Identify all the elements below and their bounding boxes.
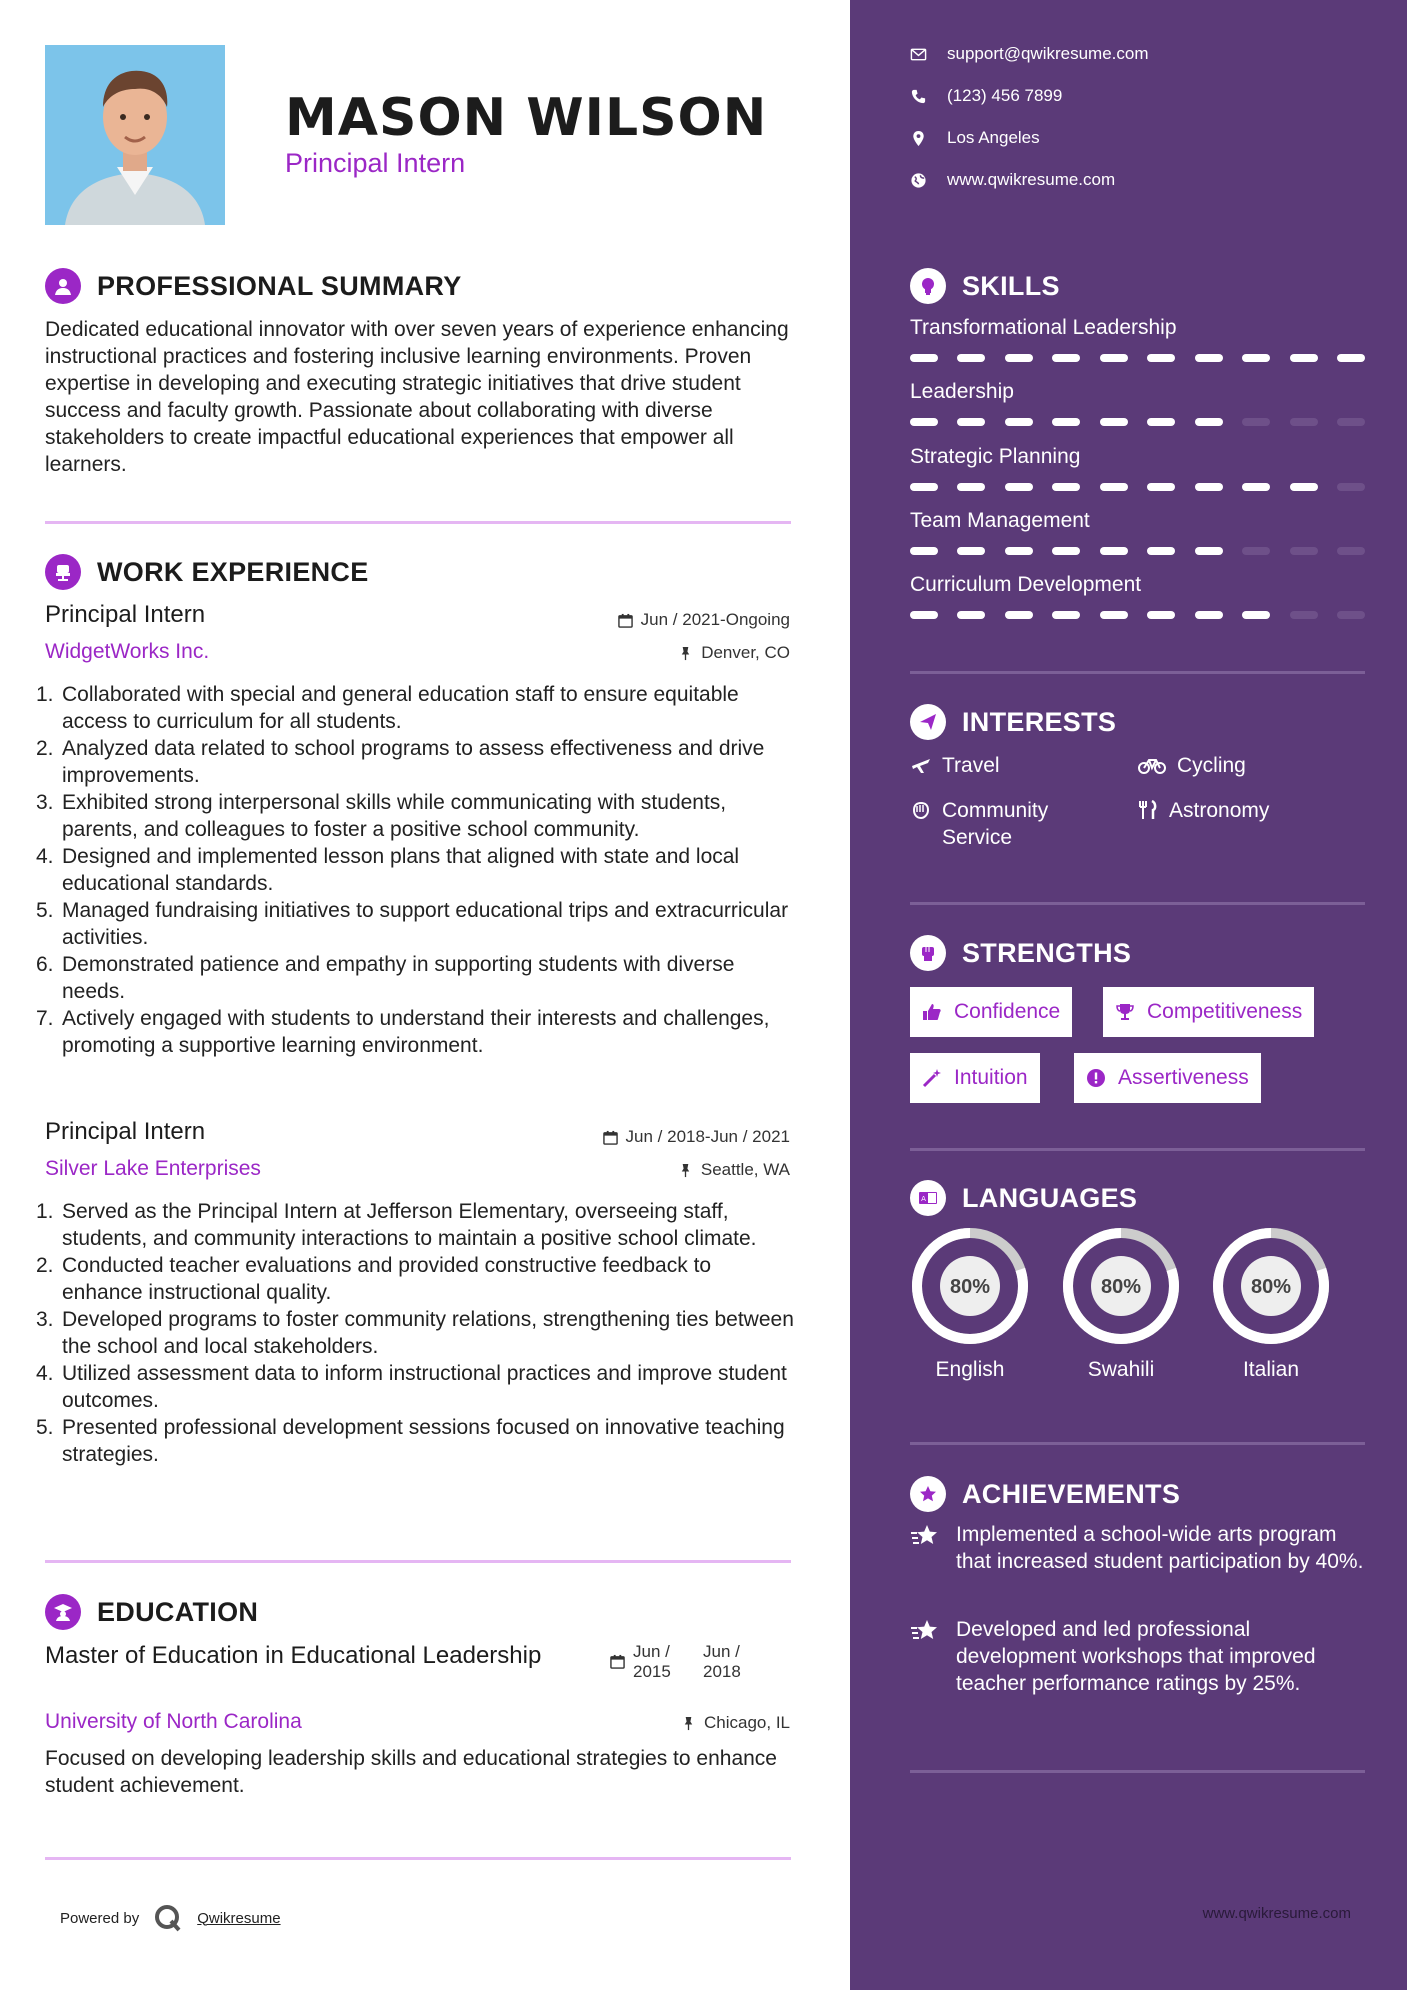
- languages-heading: [910, 1178, 1137, 1218]
- envelope-icon: [910, 46, 927, 63]
- pin-icon: [678, 646, 693, 661]
- skill-segment: [1005, 418, 1033, 426]
- list-item: 4. Utilized assessment data to inform instructional practices and improve student outcomes.: [36, 1362, 787, 1412]
- skill-name: Leadership: [910, 380, 1014, 403]
- job-company: Silver Lake Enterprises: [45, 1157, 261, 1180]
- powered-by: [60, 1903, 281, 1933]
- education-end: Jun / 2018: [703, 1642, 741, 1681]
- skill-segment: [1195, 483, 1223, 491]
- strength-badge: Competitiveness: [1103, 987, 1314, 1037]
- interest-item: Travel: [910, 752, 1000, 779]
- list-item: 5. Managed fundraising initiatives to support educational trips and extracurricular activities.: [36, 899, 789, 949]
- interests-title: INTERESTS: [962, 706, 1117, 737]
- education-heading: [45, 1592, 258, 1632]
- language-gauge: [910, 1226, 1030, 1382]
- job-dates-text: Jun / 2018-Jun / 2021: [625, 1127, 790, 1146]
- job-location: [678, 1160, 790, 1180]
- job-location: [678, 643, 790, 663]
- skill-segment: [1052, 547, 1080, 555]
- language-gauge: [1211, 1226, 1331, 1382]
- interests-heading: [910, 702, 1116, 742]
- skill-level-bar: [910, 547, 1365, 555]
- skill-segment: [1337, 354, 1365, 362]
- skill-segment: [1337, 483, 1365, 491]
- skill-segment: [1005, 483, 1033, 491]
- skill-segment: [1147, 354, 1175, 362]
- sidebar-divider: [910, 671, 1365, 674]
- skill-segment: [1290, 418, 1318, 426]
- skill-segment: [1100, 354, 1128, 362]
- skill-segment: [1052, 483, 1080, 491]
- phone-icon: [910, 88, 927, 105]
- interest-item: Community Service: [910, 797, 1090, 851]
- contact-website[interactable]: [910, 170, 1115, 190]
- skill-segment: [957, 547, 985, 555]
- job-title: Principal Intern: [45, 1118, 206, 1145]
- summary-title: PROFESSIONAL SUMMARY: [97, 270, 462, 301]
- skill-segment: [1195, 611, 1223, 619]
- language-name: Swahili: [1087, 1358, 1155, 1381]
- user-icon: [45, 268, 81, 304]
- footer-url[interactable]: www.qwikresume.com: [1202, 1905, 1351, 1922]
- job-dates: [603, 1127, 790, 1147]
- job-dates: [618, 610, 790, 630]
- trophy-icon: [1115, 1002, 1135, 1022]
- skill-segment: [957, 483, 985, 491]
- section-divider: [45, 521, 791, 524]
- skill-name: Curriculum Development: [910, 573, 1142, 596]
- qwikresume-logo-icon: [153, 1903, 183, 1933]
- job-dates-text: Jun / 2021-Ongoing: [640, 610, 790, 629]
- language-icon: [910, 1180, 946, 1216]
- skill-segment: [910, 354, 938, 362]
- list-item: 1. Served as the Principal Intern at Jefferson Elementary, overseeing staff, students, and community interactions to maintain a positive school climate.: [36, 1200, 757, 1250]
- list-item: 3. Developed programs to foster community relations, strengthening ties between the school and local stakeholders.: [36, 1308, 794, 1358]
- thumbs-up-icon: [922, 1002, 942, 1022]
- strength-badge: Assertiveness: [1074, 1053, 1261, 1103]
- contact-email-text: support@qwikresume.com: [947, 44, 1149, 63]
- skill-segment: [910, 611, 938, 619]
- hand-icon: [910, 800, 932, 820]
- skill-name: Team Management: [910, 509, 1090, 532]
- skill-segment: [1052, 354, 1080, 362]
- contact-phone-text: (123) 456 7899: [947, 86, 1063, 105]
- sidebar: [850, 0, 1407, 1990]
- list-item: 6. Demonstrated patience and empathy in supporting students with diverse needs.: [36, 953, 735, 1003]
- achievements-heading: [910, 1474, 1180, 1514]
- fist-icon: [910, 935, 946, 971]
- education-start: Jun / 2015: [633, 1642, 671, 1681]
- skill-segment: [1005, 354, 1033, 362]
- skill-segment: [1290, 547, 1318, 555]
- pin-icon: [681, 1716, 696, 1731]
- list-item: 7. Actively engaged with students to understand their interests and challenges, promoting a supportive learning environment.: [36, 1007, 770, 1057]
- svg-text:A: A: [921, 1195, 926, 1203]
- skill-segment: [1337, 547, 1365, 555]
- experience-title: WORK EXPERIENCE: [97, 556, 369, 587]
- interest-item: Cycling: [1137, 752, 1246, 779]
- profile-photo: [45, 45, 225, 225]
- skills-heading: [910, 266, 1060, 306]
- skill-segment: [1242, 611, 1270, 619]
- skill-segment: [910, 483, 938, 491]
- skill-segment: [1242, 483, 1270, 491]
- education-location-text: Chicago, IL: [704, 1713, 790, 1732]
- summary-heading: [45, 266, 462, 306]
- skill-segment: [1242, 418, 1270, 426]
- contact-website-text: www.qwikresume.com: [947, 170, 1116, 189]
- star-icon: [910, 1523, 940, 1551]
- school-name: University of North Carolina: [45, 1710, 302, 1733]
- skill-segment: [1005, 611, 1033, 619]
- job-location-text: Seattle, WA: [700, 1160, 790, 1179]
- achievement-item: Implemented a school-wide arts program that increased student participation by 40%.: [910, 1521, 1370, 1575]
- contact-email[interactable]: [910, 44, 1149, 64]
- skill-segment: [1005, 547, 1033, 555]
- language-name: Italian: [1242, 1358, 1300, 1381]
- sidebar-divider: [910, 1148, 1365, 1151]
- strengths-title: STRENGTHS: [962, 937, 1132, 968]
- skill-segment: [1290, 611, 1318, 619]
- skill-segment: [1290, 354, 1318, 362]
- list-item: 5. Presented professional development sessions focused on innovative teaching strategies.: [36, 1416, 785, 1466]
- sidebar-divider: [910, 1770, 1365, 1773]
- skill-segment: [1242, 354, 1270, 362]
- skill-segment: [1337, 611, 1365, 619]
- skill-segment: [1290, 483, 1318, 491]
- utensils-icon: [1137, 800, 1159, 820]
- education-title: EDUCATION: [97, 1596, 259, 1627]
- list-item: 3. Exhibited strong interpersonal skills while communicating with students, parents, and colleagues to foster a positive school community.: [36, 791, 727, 841]
- candidate-name: MASON WILSON: [285, 88, 768, 148]
- sidebar-divider: [910, 1442, 1365, 1445]
- achievements-title: ACHIEVEMENTS: [962, 1478, 1181, 1509]
- powered-by-label: Powered by: [60, 1909, 140, 1927]
- skill-segment: [1147, 483, 1175, 491]
- strength-badge: Intuition: [910, 1053, 1040, 1103]
- skill-segment: [1147, 611, 1175, 619]
- star-badge-icon: [910, 1476, 946, 1512]
- skill-segment: [910, 547, 938, 555]
- map-marker-icon: [910, 130, 927, 147]
- pin-icon: [678, 1163, 693, 1178]
- contact-phone[interactable]: [910, 86, 1062, 106]
- education-location: [681, 1713, 790, 1733]
- skill-segment: [957, 611, 985, 619]
- skill-segment: [1100, 611, 1128, 619]
- strength-badge: Confidence: [910, 987, 1072, 1037]
- skill-name: Transformational Leadership: [910, 316, 1177, 339]
- contact-location: [910, 128, 1040, 148]
- magic-wand-icon: [922, 1068, 942, 1088]
- calendar-icon: [610, 1654, 625, 1669]
- skill-segment: [957, 418, 985, 426]
- skill-level-bar: [910, 483, 1365, 491]
- lightbulb-icon: [910, 268, 946, 304]
- skill-name: Strategic Planning: [910, 445, 1081, 468]
- skill-segment: [957, 354, 985, 362]
- gauge-percent-label: 80%: [949, 1276, 991, 1298]
- star-icon: [910, 1618, 940, 1646]
- skill-segment: [1147, 547, 1175, 555]
- skills-title: SKILLS: [962, 270, 1060, 301]
- skill-level-bar: [910, 354, 1365, 362]
- calendar-icon: [603, 1130, 618, 1145]
- language-gauge: [1061, 1226, 1181, 1382]
- section-divider: [45, 1857, 791, 1860]
- list-item: 2. Analyzed data related to school programs to assess effectiveness and drive improvements.: [36, 737, 765, 787]
- calendar-icon: [618, 613, 633, 628]
- skill-segment: [1100, 547, 1128, 555]
- briefcase-chair-icon: [45, 554, 81, 590]
- list-item: 1. Collaborated with special and general education staff to ensure equitable access to curriculum for all students.: [36, 683, 739, 733]
- job-duties-list: [36, 1198, 796, 1468]
- skill-segment: [1195, 547, 1223, 555]
- skill-level-bar: [910, 611, 1365, 619]
- contact-location-text: Los Angeles: [947, 128, 1040, 147]
- sidebar-divider: [910, 902, 1365, 905]
- skill-segment: [1337, 418, 1365, 426]
- gauge-percent-label: 80%: [1250, 1276, 1292, 1298]
- education-dates: [610, 1642, 773, 1682]
- skill-segment: [1242, 547, 1270, 555]
- list-item: 4. Designed and implemented lesson plans that aligned with state and local educational standards.: [36, 845, 740, 895]
- strengths-heading: [910, 933, 1131, 973]
- globe-icon: [910, 172, 927, 189]
- skill-segment: [1147, 418, 1175, 426]
- exclamation-icon: [1086, 1068, 1106, 1088]
- job-location-text: Denver, CO: [701, 643, 790, 662]
- languages-title: LANGUAGES: [962, 1182, 1138, 1213]
- skill-segment: [1100, 483, 1128, 491]
- skill-segment: [1052, 418, 1080, 426]
- bicycle-icon: [1137, 755, 1167, 775]
- paper-plane-icon: [910, 704, 946, 740]
- gauge-percent-label: 80%: [1100, 1276, 1142, 1298]
- degree-title: Master of Education in Educational Leadership: [45, 1642, 542, 1669]
- achievement-item: Developed and led professional development workshops that improved teacher performance ratings by 25%.: [910, 1616, 1370, 1697]
- list-item: 2. Conducted teacher evaluations and provided constructive feedback to enhance instructional quality.: [36, 1254, 712, 1304]
- experience-heading: [45, 552, 369, 592]
- education-description: Focused on developing leadership skills and educational strategies to enhance student achievement.: [45, 1747, 777, 1797]
- job-duties-list: [36, 681, 796, 1059]
- skill-segment: [1195, 354, 1223, 362]
- skill-segment: [1195, 418, 1223, 426]
- summary-text: Dedicated educational innovator with over seven years of experience enhancing instructional practices and fostering inclusive learning environments. Proven expertise in developing and executing strategic initiatives that drive student success and faculty growth. Passionate about collaborating with diverse stakeholders to create impactful educational experiences that empower all learners.: [45, 318, 789, 476]
- job-title: Principal Intern: [45, 601, 206, 628]
- interest-item: Astronomy: [1137, 797, 1269, 824]
- skill-segment: [1052, 611, 1080, 619]
- plane-icon: [910, 755, 932, 775]
- skill-segment: [910, 418, 938, 426]
- skill-level-bar: [910, 418, 1365, 426]
- graduate-icon: [45, 1594, 81, 1630]
- job-company: WidgetWorks Inc.: [45, 640, 210, 663]
- qwikresume-link[interactable]: Qwikresume: [197, 1909, 281, 1927]
- candidate-role: Principal Intern: [285, 148, 466, 178]
- skill-segment: [1100, 418, 1128, 426]
- language-name: English: [935, 1358, 1005, 1381]
- section-divider: [45, 1560, 791, 1563]
